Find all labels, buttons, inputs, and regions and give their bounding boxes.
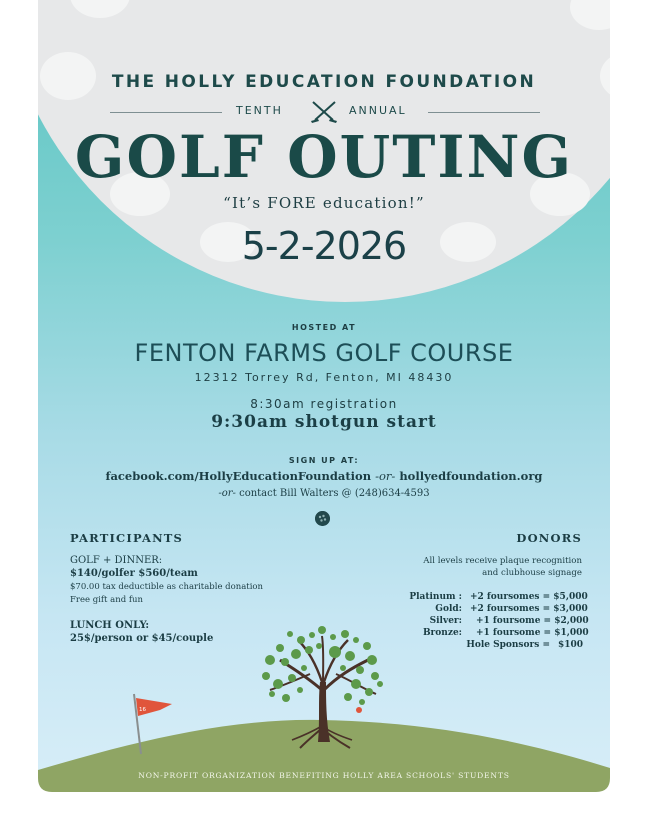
foundation-name: THE HOLLY EDUCATION FOUNDATION bbox=[111, 72, 537, 92]
flag-number: 16 bbox=[139, 707, 146, 713]
donor-level-label: Silver: bbox=[429, 616, 462, 626]
donor-level-detail: +2 foursomes = $3,000 bbox=[470, 604, 588, 614]
hosted-at-label: HOSTED AT bbox=[291, 323, 357, 332]
signup-label: SIGN UP AT: bbox=[288, 456, 360, 465]
donor-note-line-1: All levels receive plaque recognition bbox=[423, 556, 582, 566]
or-separator: -or- bbox=[375, 469, 396, 483]
donor-level-label: Bronze: bbox=[422, 628, 462, 638]
golf-dinner-price: $140/golfer $560/team bbox=[70, 568, 198, 579]
event-slogan: “It’s FORE education!” bbox=[223, 194, 425, 212]
edition-tenth: TENTH bbox=[236, 104, 283, 117]
event-title: GOLF OUTING bbox=[74, 123, 574, 191]
free-gift-note: Free gift and fun bbox=[70, 595, 143, 605]
donor-level-label: Platinum : bbox=[409, 592, 462, 602]
participants-heading: PARTICIPANTS bbox=[70, 531, 184, 545]
venue-address: 12312 Torrey Rd, Fenton, MI 48430 bbox=[194, 371, 454, 384]
lunch-price: 25$/person or $45/couple bbox=[70, 633, 214, 644]
tax-deductible-note: $70.00 tax deductible as charitable donation bbox=[70, 582, 264, 592]
lunch-only-label: LUNCH ONLY: bbox=[70, 620, 150, 631]
donor-level-label: Hole Sponsors = bbox=[466, 640, 550, 650]
donor-note-line-2: and clubhouse signage bbox=[482, 568, 582, 578]
donor-level-detail: +2 foursomes = $5,000 bbox=[470, 592, 588, 602]
event-date: 5-2-2026 bbox=[241, 224, 407, 268]
footer-text: NON-PROFIT ORGANIZATION BENEFITING HOLLY AREA SCHOOLS' STUDENTS bbox=[138, 771, 510, 780]
donor-level-detail: $100 bbox=[558, 640, 584, 650]
contact-info: contact Bill Walters @ (248)634-4593 bbox=[239, 488, 430, 499]
contact-or: -or- bbox=[218, 488, 236, 499]
donor-level-label: Gold: bbox=[435, 604, 462, 614]
venue-name: FENTON FARMS GOLF COURSE bbox=[134, 339, 514, 367]
shotgun-start-time: 9:30am shotgun start bbox=[211, 412, 437, 432]
website-link[interactable]: hollyedfoundation.org bbox=[399, 469, 543, 483]
donor-level-detail: +1 foursome = $1,000 bbox=[476, 628, 589, 638]
edition-annual: ANNUAL bbox=[349, 104, 407, 117]
facebook-link[interactable]: facebook.com/HollyEducationFoundation bbox=[105, 469, 372, 483]
registration-time: 8:30am registration bbox=[250, 397, 398, 411]
donor-level-detail: +1 foursome = $2,000 bbox=[476, 616, 589, 626]
golf-dinner-label: GOLF + DINNER: bbox=[70, 555, 163, 566]
donors-heading: DONORS bbox=[516, 531, 582, 545]
